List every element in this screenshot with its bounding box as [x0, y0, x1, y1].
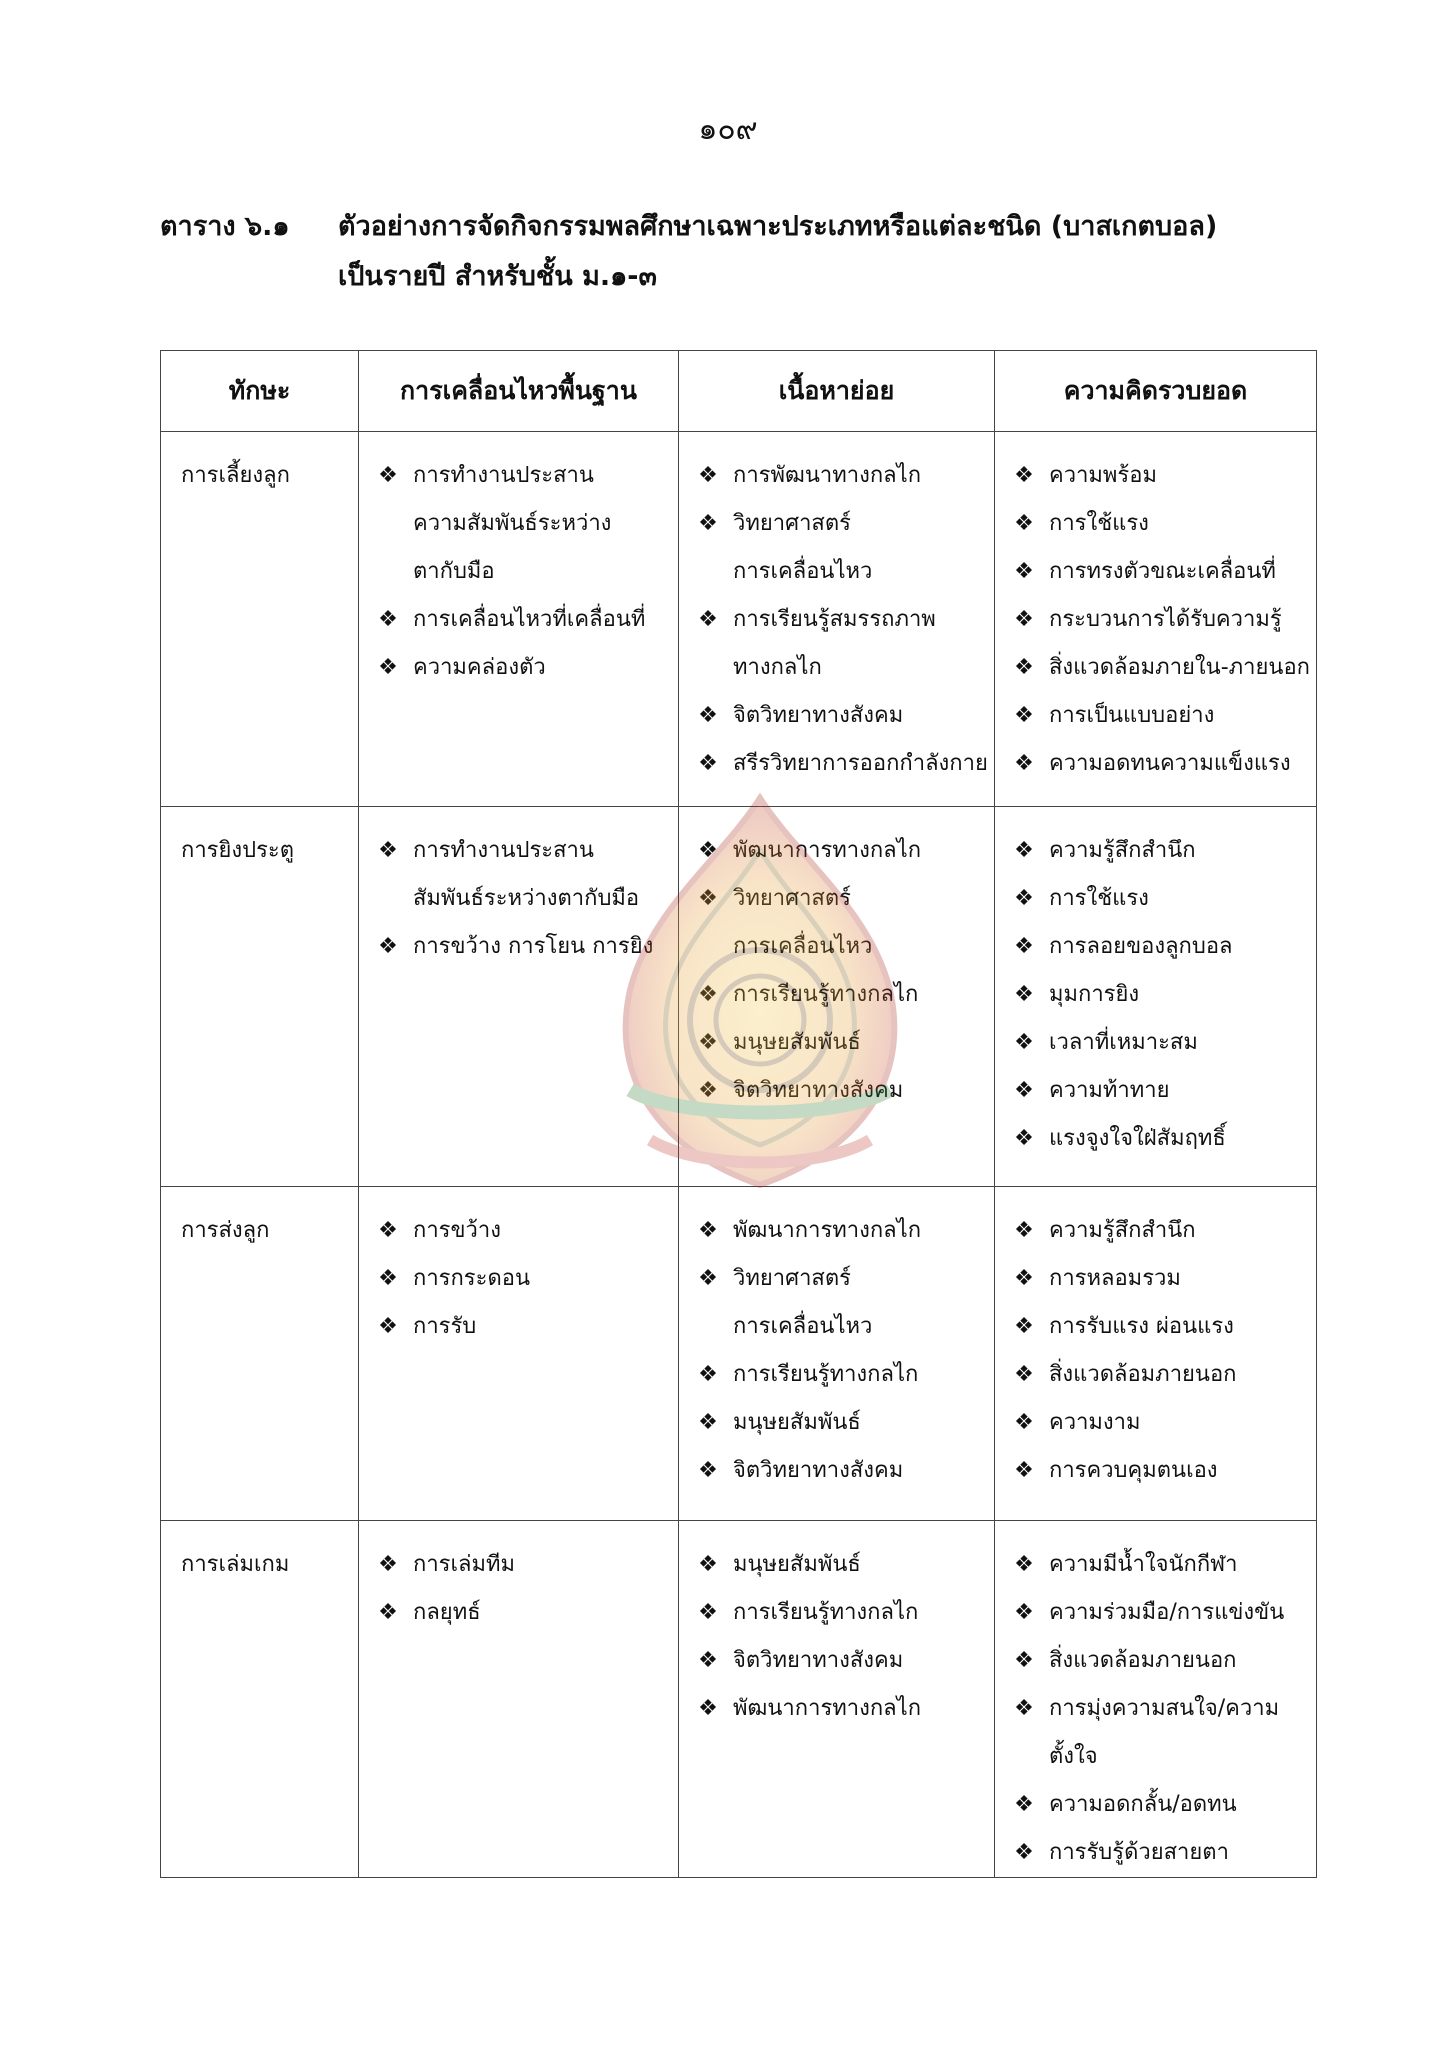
- caption-line-2: [160, 252, 1340, 302]
- diamond-bullet-icon: ❖: [698, 1552, 718, 1577]
- header-concepts: ความคิดรวบยอด: [995, 351, 1317, 432]
- list-item-line: วิทยาศาสตร์: [733, 886, 851, 911]
- list-item-text: [1043, 1255, 1314, 1303]
- diamond-bullet-icon: ❖: [1014, 1600, 1034, 1625]
- list-item-line: การเรียนรู้ทางกลไก: [733, 982, 919, 1007]
- diamond-bullet-icon: ❖: [698, 1696, 718, 1721]
- diamond-bullet-icon: ❖: [378, 934, 398, 959]
- list-item: [689, 1019, 992, 1067]
- list-item-text: [727, 1255, 992, 1351]
- diamond-bullet-icon: ❖: [698, 982, 718, 1007]
- list-item-text: [407, 827, 676, 923]
- list-item-line: การเรียนรู้ทางกลไก: [733, 1600, 919, 1625]
- list-item: [1005, 1685, 1314, 1781]
- list-item: [1005, 1399, 1314, 1447]
- list-item: [1005, 1255, 1314, 1303]
- list-item-text: [1043, 875, 1314, 923]
- list-item: [1005, 1829, 1314, 1877]
- list-item-text: [727, 1019, 992, 1067]
- list-item-text: [727, 692, 992, 740]
- diamond-bullet-icon: ❖: [1014, 838, 1034, 863]
- list-item-line: เวลาที่เหมาะสม: [1049, 1030, 1198, 1055]
- list-item-line: ตากับมือ: [413, 559, 495, 584]
- list-item: [689, 1067, 992, 1115]
- diamond-bullet-icon: ❖: [1014, 934, 1034, 959]
- list-item: [689, 1399, 992, 1447]
- list-item: [689, 1255, 992, 1351]
- list-item-line: มนุษยสัมพันธ์: [733, 1552, 861, 1577]
- diamond-bullet-icon: ❖: [1014, 886, 1034, 911]
- list-item: [369, 1589, 676, 1637]
- list-item-line: การรับ: [413, 1314, 477, 1339]
- list-item-text: [1043, 596, 1314, 644]
- list-item-text: [1043, 500, 1314, 548]
- header-basic-movement: การเคลื่อนไหวพื้นฐาน: [359, 351, 679, 432]
- diamond-bullet-icon: ❖: [378, 1552, 398, 1577]
- diamond-bullet-icon: ❖: [1014, 1696, 1034, 1721]
- list-item: [1005, 1067, 1314, 1115]
- list-item: [689, 1351, 992, 1399]
- diamond-bullet-icon: ❖: [1014, 1218, 1034, 1243]
- list-item-text: [407, 1255, 676, 1303]
- list-item: [689, 1685, 992, 1733]
- list-item-line: การทำงานประสาน: [413, 463, 594, 488]
- list-item-text: [407, 452, 676, 596]
- cell-sub-content: [679, 1521, 995, 1878]
- diamond-bullet-icon: ❖: [378, 463, 398, 488]
- diamond-bullet-icon: ❖: [378, 655, 398, 680]
- list-item: [369, 452, 676, 596]
- diamond-bullet-icon: ❖: [378, 1600, 398, 1625]
- diamond-bullet-icon: ❖: [1014, 1362, 1034, 1387]
- list-item-line: การลอยของลูกบอล: [1049, 934, 1233, 959]
- diamond-bullet-icon: ❖: [698, 1078, 718, 1103]
- list-item-line: พัฒนาการทางกลไก: [733, 838, 922, 863]
- diamond-bullet-icon: ❖: [698, 1266, 718, 1291]
- list-item: [1005, 1589, 1314, 1637]
- list-item-text: [1043, 1447, 1314, 1495]
- list-item: [689, 827, 992, 875]
- diamond-bullet-icon: ❖: [698, 607, 718, 632]
- list-item: [1005, 1351, 1314, 1399]
- list-item-line: การเคลื่อนไหว: [733, 559, 873, 584]
- list-item: [1005, 1541, 1314, 1589]
- list-item-text: [1043, 1399, 1314, 1447]
- list-item-line: การเรียนรู้ทางกลไก: [733, 1362, 919, 1387]
- list-item-line: การรับรู้ด้วยสายตา: [1049, 1840, 1229, 1865]
- cell-concepts: [995, 807, 1317, 1187]
- diamond-bullet-icon: ❖: [378, 1314, 398, 1339]
- cell-basic-movement: [359, 432, 679, 807]
- diamond-bullet-icon: ❖: [1014, 982, 1034, 1007]
- diamond-bullet-icon: ❖: [698, 1410, 718, 1435]
- cell-concepts: [995, 1187, 1317, 1521]
- list-item-line: การมุ่งความสนใจ/ความตั้งใจ: [1049, 1696, 1280, 1769]
- diamond-bullet-icon: ❖: [378, 607, 398, 632]
- list-item-text: [727, 1447, 992, 1495]
- basic-movement-list: [359, 452, 678, 692]
- diamond-bullet-icon: ❖: [1014, 1648, 1034, 1673]
- diamond-bullet-icon: ❖: [698, 1600, 718, 1625]
- list-item-text: [407, 596, 676, 644]
- list-item: [689, 1637, 992, 1685]
- list-item: [1005, 1781, 1314, 1829]
- list-item-line: การเคลื่อนไหว: [733, 1314, 873, 1339]
- list-item-text: [1043, 827, 1314, 875]
- list-item-text: [727, 452, 992, 500]
- list-item-line: พัฒนาการทางกลไก: [733, 1696, 922, 1721]
- list-item: [1005, 1637, 1314, 1685]
- cell-concepts: [995, 432, 1317, 807]
- diamond-bullet-icon: ❖: [698, 463, 718, 488]
- list-item-line: การพัฒนาทางกลไก: [733, 463, 922, 488]
- diamond-bullet-icon: ❖: [1014, 1458, 1034, 1483]
- list-item-line: มนุษยสัมพันธ์: [733, 1410, 861, 1435]
- list-item-line: การทรงตัวขณะเคลื่อนที่: [1049, 559, 1276, 584]
- list-item-line: การหลอมรวม: [1049, 1266, 1181, 1291]
- list-item-text: [1043, 1781, 1314, 1829]
- list-item: [689, 1589, 992, 1637]
- diamond-bullet-icon: ❖: [378, 838, 398, 863]
- list-item: [689, 971, 992, 1019]
- diamond-bullet-icon: ❖: [1014, 1126, 1034, 1151]
- list-item: [1005, 1303, 1314, 1351]
- diamond-bullet-icon: ❖: [698, 1458, 718, 1483]
- list-item: [369, 596, 676, 644]
- list-item: [1005, 875, 1314, 923]
- list-item: [1005, 692, 1314, 740]
- list-item-line: การใช้แรง: [1049, 886, 1149, 911]
- list-item: [1005, 452, 1314, 500]
- list-item-text: [407, 923, 676, 971]
- list-item-text: [1043, 1115, 1314, 1163]
- list-item: [369, 1207, 676, 1255]
- table-row: [161, 1521, 1317, 1878]
- list-item-line: สรีรวิทยาการออกกำลังกาย: [733, 751, 988, 776]
- cell-sub-content: [679, 807, 995, 1187]
- diamond-bullet-icon: ❖: [1014, 703, 1034, 728]
- list-item-text: [407, 1589, 676, 1637]
- basic-movement-list: [359, 827, 678, 971]
- list-item-text: [1043, 923, 1314, 971]
- list-item-line: สิ่งแวดล้อมภายใน-ภายนอก: [1049, 655, 1310, 680]
- table-body: [161, 432, 1317, 1878]
- list-item-line: การทำงานประสาน: [413, 838, 594, 863]
- list-item-text: [727, 1207, 992, 1255]
- caption-line-1: [160, 202, 1340, 252]
- sub-content-list: [679, 1207, 994, 1495]
- list-item: [1005, 500, 1314, 548]
- list-item: [369, 644, 676, 692]
- list-item: [1005, 1207, 1314, 1255]
- list-item-line: การกระดอน: [413, 1266, 530, 1291]
- list-item: [1005, 923, 1314, 971]
- list-item-text: [1043, 548, 1314, 596]
- list-item: [369, 923, 676, 971]
- concepts-list: [995, 1541, 1316, 1877]
- list-item-text: [407, 1541, 676, 1589]
- list-item-line: ความงาม: [1049, 1410, 1141, 1435]
- list-item-line: การเรียนรู้สมรรถภาพ: [733, 607, 936, 632]
- list-item-text: [407, 644, 676, 692]
- list-item-text: [1043, 1685, 1314, 1781]
- caption-text: ตัวอย่างการจัดกิจกรรมพลศึกษาเฉพาะประเภทหรือแต่ละชนิด (บาสเกตบอล): [338, 211, 1218, 242]
- list-item: [1005, 971, 1314, 1019]
- list-item-line: การรับแรง ผ่อนแรง: [1049, 1314, 1234, 1339]
- list-item-line: จิตวิทยาทางสังคม: [733, 1648, 904, 1673]
- cell-skill: การส่งลูก: [161, 1187, 359, 1521]
- list-item: [1005, 827, 1314, 875]
- table-row: [161, 432, 1317, 807]
- list-item-text: [1043, 452, 1314, 500]
- diamond-bullet-icon: ❖: [698, 1648, 718, 1673]
- list-item-line: การเคลื่อนไหว: [733, 934, 873, 959]
- cell-basic-movement: [359, 1187, 679, 1521]
- diamond-bullet-icon: ❖: [698, 703, 718, 728]
- header-skill: ทักษะ: [161, 351, 359, 432]
- diamond-bullet-icon: ❖: [698, 838, 718, 863]
- list-item: [1005, 1019, 1314, 1067]
- list-item: [689, 1447, 992, 1495]
- activity-table: [160, 350, 1317, 1878]
- list-item-line: ความอดทนความแข็งแรง: [1049, 751, 1291, 776]
- list-item-line: พัฒนาการทางกลไก: [733, 1218, 922, 1243]
- diamond-bullet-icon: ❖: [1014, 1792, 1034, 1817]
- page-number: ๑๐๙: [698, 112, 758, 147]
- list-item: [1005, 740, 1314, 788]
- sub-content-list: [679, 452, 994, 788]
- list-item: [689, 875, 992, 971]
- list-item-line: ความพร้อม: [1049, 463, 1157, 488]
- list-item-text: [1043, 1829, 1314, 1877]
- list-item-line: ความสัมพันธ์ระหว่าง: [413, 511, 612, 536]
- list-item: [689, 1541, 992, 1589]
- sub-content-list: [679, 1541, 994, 1733]
- cell-sub-content: [679, 1187, 995, 1521]
- diamond-bullet-icon: ❖: [1014, 1030, 1034, 1055]
- list-item-line: สัมพันธ์ระหว่างตากับมือ: [413, 886, 640, 911]
- list-item: [369, 1303, 676, 1351]
- list-item-text: [727, 1067, 992, 1115]
- basic-movement-list: [359, 1207, 678, 1351]
- list-item-line: แรงจูงใจใฝ่สัมฤทธิ์: [1049, 1126, 1226, 1151]
- table-header-row: [161, 351, 1317, 432]
- cell-concepts: [995, 1521, 1317, 1878]
- list-item-line: ความรู้สึกสำนึก: [1049, 838, 1196, 863]
- list-item-line: มุมการยิง: [1049, 982, 1140, 1007]
- list-item: [1005, 1447, 1314, 1495]
- list-item: [369, 827, 676, 923]
- diamond-bullet-icon: ❖: [698, 1362, 718, 1387]
- list-item-line: การเคลื่อนไหวที่เคลื่อนที่: [413, 607, 646, 632]
- diamond-bullet-icon: ❖: [698, 1030, 718, 1055]
- cell-basic-movement: [359, 1521, 679, 1878]
- list-item: [369, 1541, 676, 1589]
- list-item-line: วิทยาศาสตร์: [733, 1266, 851, 1291]
- list-item: [689, 1207, 992, 1255]
- list-item-line: การเล่มทีม: [413, 1552, 515, 1577]
- list-item-line: ความคล่องตัว: [413, 655, 546, 680]
- header-sub-content: เนื้อหาย่อย: [679, 351, 995, 432]
- list-item-text: [1043, 1541, 1314, 1589]
- list-item: [1005, 548, 1314, 596]
- list-item-line: ความอดกลั้น/อดทน: [1049, 1792, 1237, 1817]
- caption-label: ตาราง ๖.๑: [160, 211, 290, 242]
- diamond-bullet-icon: ❖: [378, 1266, 398, 1291]
- list-item-text: [727, 1541, 992, 1589]
- concepts-list: [995, 452, 1316, 788]
- list-item-text: [1043, 692, 1314, 740]
- list-item: [1005, 1115, 1314, 1163]
- list-item-text: [407, 1207, 676, 1255]
- list-item: [369, 1255, 676, 1303]
- list-item: [689, 596, 992, 692]
- list-item: [689, 692, 992, 740]
- diamond-bullet-icon: ❖: [1014, 607, 1034, 632]
- diamond-bullet-icon: ❖: [1014, 751, 1034, 776]
- list-item-line: การขว้าง การโยน การยิง: [413, 934, 654, 959]
- table-row: [161, 807, 1317, 1187]
- diamond-bullet-icon: ❖: [1014, 1266, 1034, 1291]
- sub-content-list: [679, 827, 994, 1115]
- list-item: [1005, 596, 1314, 644]
- list-item-text: [727, 971, 992, 1019]
- diamond-bullet-icon: ❖: [1014, 1552, 1034, 1577]
- list-item-line: การเป็นแบบอย่าง: [1049, 703, 1215, 728]
- list-item-line: ความมีน้ำใจนักกีฬา: [1049, 1552, 1238, 1577]
- diamond-bullet-icon: ❖: [1014, 463, 1034, 488]
- diamond-bullet-icon: ❖: [698, 1218, 718, 1243]
- list-item-line: สิ่งแวดล้อมภายนอก: [1049, 1362, 1237, 1387]
- diamond-bullet-icon: ❖: [378, 1218, 398, 1243]
- caption-indent: [160, 252, 338, 302]
- list-item-text: [1043, 1207, 1314, 1255]
- basic-movement-list: [359, 1541, 678, 1637]
- list-item-text: [1043, 1351, 1314, 1399]
- diamond-bullet-icon: ❖: [1014, 1314, 1034, 1339]
- list-item-text: [1043, 1019, 1314, 1067]
- diamond-bullet-icon: ❖: [1014, 559, 1034, 584]
- list-item-line: จิตวิทยาทางสังคม: [733, 1458, 904, 1483]
- list-item-text: [727, 1637, 992, 1685]
- list-item-text: [727, 740, 992, 788]
- list-item-line: กลยุทธ์: [413, 1600, 481, 1625]
- diamond-bullet-icon: ❖: [1014, 1410, 1034, 1435]
- list-item: [689, 740, 992, 788]
- list-item-text: [407, 1303, 676, 1351]
- concepts-list: [995, 827, 1316, 1163]
- diamond-bullet-icon: ❖: [1014, 655, 1034, 680]
- list-item-line: การควบคุมตนเอง: [1049, 1458, 1218, 1483]
- list-item-line: ความท้าทาย: [1049, 1078, 1170, 1103]
- list-item-line: จิตวิทยาทางสังคม: [733, 703, 904, 728]
- list-item-text: [1043, 971, 1314, 1019]
- list-item-text: [1043, 644, 1314, 692]
- list-item-text: [727, 1685, 992, 1733]
- list-item-line: ความร่วมมือ/การแข่งขัน: [1049, 1600, 1285, 1625]
- cell-basic-movement: [359, 807, 679, 1187]
- list-item-line: สิ่งแวดล้อมภายนอก: [1049, 1648, 1237, 1673]
- cell-skill: การเล่มเกม: [161, 1521, 359, 1878]
- list-item-text: [1043, 1067, 1314, 1115]
- list-item-text: [727, 500, 992, 596]
- list-item: [1005, 644, 1314, 692]
- list-item-line: การใช้แรง: [1049, 511, 1149, 536]
- list-item-text: [1043, 740, 1314, 788]
- caption-subtext: เป็นรายปี สำหรับชั้น ม.๑-๓: [338, 261, 657, 292]
- cell-sub-content: [679, 432, 995, 807]
- cell-skill: การเลี้ยงลูก: [161, 432, 359, 807]
- list-item: [689, 500, 992, 596]
- list-item-line: มนุษยสัมพันธ์: [733, 1030, 861, 1055]
- cell-skill: การยิงประตู: [161, 807, 359, 1187]
- list-item-text: [727, 827, 992, 875]
- list-item-text: [727, 1589, 992, 1637]
- list-item-line: วิทยาศาสตร์: [733, 511, 851, 536]
- list-item-line: จิตวิทยาทางสังคม: [733, 1078, 904, 1103]
- list-item-text: [727, 1399, 992, 1447]
- diamond-bullet-icon: ❖: [698, 886, 718, 911]
- diamond-bullet-icon: ❖: [1014, 1078, 1034, 1103]
- table-row: [161, 1187, 1317, 1521]
- list-item-text: [727, 596, 992, 692]
- list-item-text: [1043, 1303, 1314, 1351]
- concepts-list: [995, 1207, 1316, 1495]
- diamond-bullet-icon: ❖: [698, 511, 718, 536]
- list-item-text: [727, 875, 992, 971]
- diamond-bullet-icon: ❖: [1014, 511, 1034, 536]
- list-item-text: [1043, 1589, 1314, 1637]
- list-item-line: ทางกลไก: [733, 655, 822, 680]
- diamond-bullet-icon: ❖: [1014, 1840, 1034, 1865]
- diamond-bullet-icon: ❖: [698, 751, 718, 776]
- list-item-line: ความรู้สึกสำนึก: [1049, 1218, 1196, 1243]
- list-item-line: กระบวนการได้รับความรู้: [1049, 607, 1282, 632]
- list-item-text: [1043, 1637, 1314, 1685]
- list-item-line: การขว้าง: [413, 1218, 501, 1243]
- list-item-text: [727, 1351, 992, 1399]
- list-item: [689, 452, 992, 500]
- table-caption: [160, 202, 1340, 302]
